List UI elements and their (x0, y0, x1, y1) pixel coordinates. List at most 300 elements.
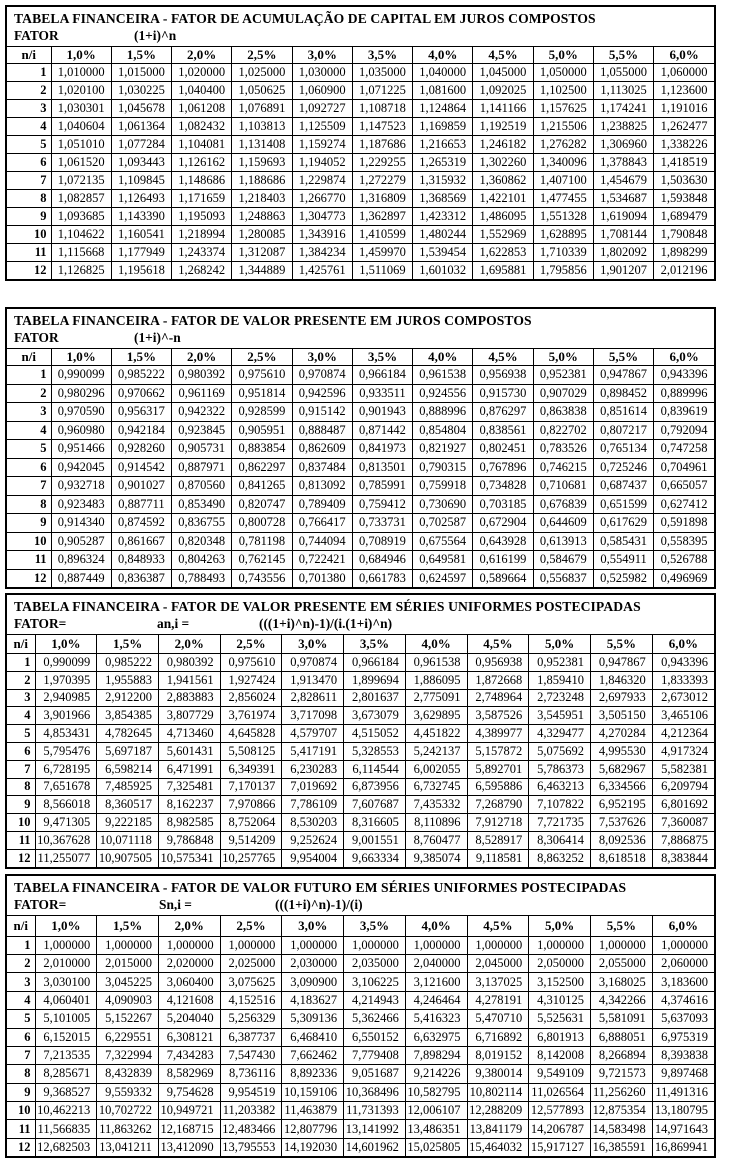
period-cell: 5 (7, 136, 51, 154)
factor-value-cell: 11,731393 (344, 1102, 406, 1120)
factor-value-cell: 1,422101 (473, 190, 533, 208)
factor-value-cell: 1,899694 (344, 671, 406, 689)
period-cell: 2 (7, 384, 51, 403)
financial-table-fator-valor-futuro-series-uniformes (5, 874, 716, 1158)
factor-value-cell: 6,209794 (652, 778, 714, 796)
period-cell: 7 (7, 760, 35, 778)
financial-table-fator-valor-presente-series-uniformes (5, 593, 716, 869)
factor-value-cell: 7,213535 (35, 1046, 97, 1064)
rate-column-header: 2,5% (220, 635, 282, 654)
factor-value-cell: 0,781198 (232, 532, 292, 551)
factor-value-cell: 9,222185 (97, 814, 159, 832)
factor-value-cell: 9,368527 (35, 1083, 97, 1101)
factor-value-cell: 6,632975 (405, 1028, 467, 1046)
factor-value-cell: 9,380014 (467, 1065, 529, 1083)
factor-value-cell: 9,897468 (652, 1065, 714, 1083)
factor-value-cell: 9,559332 (97, 1083, 159, 1101)
factor-value-cell: 8,316605 (344, 814, 406, 832)
factor-value-cell: 3,717098 (282, 707, 344, 725)
factor-value-cell: 13,180795 (652, 1102, 714, 1120)
factor-value-cell: 8,618518 (590, 849, 652, 866)
factor-value-cell: 5,697187 (97, 742, 159, 760)
factor-value-cell: 1,051010 (51, 136, 111, 154)
factor-value-cell: 6,230283 (282, 760, 344, 778)
factor-value-cell: 12,682503 (35, 1138, 97, 1156)
factor-value-cell: 1,061520 (51, 154, 111, 172)
factor-value-cell: 0,661783 (352, 569, 412, 587)
factor-value-cell: 1,970395 (35, 671, 97, 689)
factor-value-cell: 0,743556 (232, 569, 292, 587)
factor-value-cell: 6,975319 (652, 1028, 714, 1046)
factor-value-cell: 0,854804 (413, 421, 473, 440)
factor-value-cell: 0,970590 (51, 403, 111, 422)
factor-value-cell: 15,464032 (467, 1138, 529, 1156)
factor-value-cell: 13,041211 (97, 1138, 159, 1156)
factor-value-cell: 5,508125 (220, 742, 282, 760)
factor-value-cell: 8,736116 (220, 1065, 282, 1083)
factor-value-cell: 0,556837 (533, 569, 593, 587)
factor-value-cell: 0,862297 (232, 458, 292, 477)
factor-value-cell: 0,966184 (344, 654, 406, 672)
factor-value-cell: 3,152500 (529, 973, 591, 991)
factor-value-cell: 11,203382 (220, 1102, 282, 1120)
factor-value-cell: 5,101005 (35, 1010, 97, 1028)
factor-value-cell: 0,649581 (413, 551, 473, 570)
period-cell: 6 (7, 154, 51, 172)
factor-value-cell: 1,030225 (111, 82, 171, 100)
table-row (7, 1010, 714, 1028)
rate-column-header: 6,0% (652, 916, 714, 937)
factor-value-cell: 1,169859 (413, 118, 473, 136)
factor-value-cell: 1,802092 (593, 244, 653, 262)
factor-value-cell: 6,550152 (344, 1028, 406, 1046)
factor-grid (7, 916, 714, 1157)
factor-value-cell: 1,061364 (111, 118, 171, 136)
factor-value-cell: 9,549109 (529, 1065, 591, 1083)
factor-value-cell: 4,310125 (529, 991, 591, 1009)
factor-value-cell: 3,045225 (97, 973, 159, 991)
factor-value-cell: 1,622853 (473, 244, 533, 262)
factor-value-cell: 1,343916 (292, 226, 352, 244)
table-row (7, 1138, 714, 1156)
factor-value-cell: 5,637093 (652, 1010, 714, 1028)
rate-column-header: 5,5% (593, 349, 653, 366)
period-cell: 12 (7, 849, 35, 866)
factor-value-cell: 6,114544 (344, 760, 406, 778)
factor-value-cell: 1,015000 (111, 64, 171, 82)
factor-value-cell: 5,416323 (405, 1010, 467, 1028)
factor-value-cell: 4,374616 (652, 991, 714, 1009)
rate-column-header: 3,5% (352, 349, 412, 366)
factor-value-cell: 1,125509 (292, 118, 352, 136)
header-row (7, 916, 714, 937)
factor-value-cell: 2,025000 (220, 954, 282, 972)
factor-row (7, 27, 714, 47)
table-row (7, 136, 714, 154)
table-row (7, 689, 714, 707)
factor-value-cell: 1,147523 (352, 118, 412, 136)
factor-value-cell: 0,956317 (111, 403, 171, 422)
factor-value-cell: 0,790315 (413, 458, 473, 477)
factor-value-cell: 1,276282 (533, 136, 593, 154)
factor-value-cell: 0,701380 (292, 569, 352, 587)
factor-value-cell: 1,480244 (413, 226, 473, 244)
rate-column-header: 5,0% (529, 635, 591, 654)
factor-value-cell: 0,960980 (51, 421, 111, 440)
factor-value-cell: 2,020000 (158, 954, 220, 972)
factor-value-cell: 8,142008 (529, 1046, 591, 1064)
factor-value-cell: 1,486095 (473, 208, 533, 226)
factor-value-cell: 4,214943 (344, 991, 406, 1009)
rate-column-header: 1,5% (111, 47, 171, 64)
factor-value-cell: 11,491316 (652, 1083, 714, 1101)
factor-value-cell: 0,915730 (473, 384, 533, 403)
factor-value-cell: 7,485925 (97, 778, 159, 796)
rate-column-header: 5,5% (590, 916, 652, 937)
factor-value-cell: 3,901966 (35, 707, 97, 725)
rate-column-header: 5,0% (533, 349, 593, 366)
period-cell: 10 (7, 814, 35, 832)
factor-value-cell: 3,106225 (344, 973, 406, 991)
factor-value-cell: 0,915142 (292, 403, 352, 422)
rate-column-header: 1,0% (35, 916, 97, 937)
factor-value-cell: 1,000000 (405, 936, 467, 954)
table-row (7, 1102, 714, 1120)
factor-value-cell: 3,090900 (282, 973, 344, 991)
factor-value-cell: 1,177949 (111, 244, 171, 262)
factor-value-cell: 1,159274 (292, 136, 352, 154)
factor-value-cell: 10,462213 (35, 1102, 97, 1120)
rate-column-header: 2,5% (232, 47, 292, 64)
period-cell: 7 (7, 172, 51, 190)
factor-value-cell: 9,954519 (220, 1083, 282, 1101)
factor-value-cell: 1,126825 (51, 262, 111, 280)
period-cell: 3 (7, 403, 51, 422)
factor-value-cell: 1,689479 (654, 208, 714, 226)
factor-value-cell: 1,344889 (232, 262, 292, 280)
factor-value-cell: 3,673079 (344, 707, 406, 725)
rate-column-header: 3,5% (344, 635, 406, 654)
factor-value-cell: 0,956938 (473, 366, 533, 385)
factor-value-cell: 1,060900 (292, 82, 352, 100)
period-cell: 2 (7, 671, 35, 689)
factor-formula: (((1+i)^n)-1)/(i.(1+i)^n) (259, 616, 393, 631)
table-row (7, 954, 714, 972)
factor-value-cell: 15,025805 (405, 1138, 467, 1156)
factor-value-cell: 1,195618 (111, 262, 171, 280)
factor-value-cell: 4,212364 (652, 725, 714, 743)
factor-value-cell: 6,463213 (529, 778, 591, 796)
factor-value-cell: 0,643928 (473, 532, 533, 551)
factor-value-cell: 1,141166 (473, 100, 533, 118)
factor-value-cell: 0,923483 (51, 495, 111, 514)
factor-value-cell: 1,229255 (352, 154, 412, 172)
header-row (7, 349, 714, 366)
factor-value-cell: 6,801692 (652, 796, 714, 814)
factor-value-cell: 1,124864 (413, 100, 473, 118)
factor-value-cell: 8,306414 (529, 831, 591, 849)
factor-value-cell: 8,393838 (652, 1046, 714, 1064)
rate-column-header: 4,0% (413, 47, 473, 64)
factor-value-cell: 1,045000 (473, 64, 533, 82)
factor-value-cell: 4,451822 (405, 725, 467, 743)
factor-value-cell: 1,082857 (51, 190, 111, 208)
factor-value-cell: 5,582381 (652, 760, 714, 778)
factor-value-cell: 1,060000 (654, 64, 714, 82)
rate-column-header: 6,0% (654, 349, 714, 366)
table-row (7, 118, 714, 136)
factor-value-cell: 5,682967 (590, 760, 652, 778)
period-cell: 8 (7, 778, 35, 796)
factor-value-cell: 9,252624 (282, 831, 344, 849)
financial-table-fator-valor-presente (5, 307, 716, 589)
factor-value-cell: 1,050000 (533, 64, 593, 82)
factor-value-cell: 7,268790 (467, 796, 529, 814)
factor-value-cell: 1,927424 (220, 671, 282, 689)
factor-value-cell: 10,159106 (282, 1083, 344, 1101)
factor-value-cell: 6,349391 (220, 760, 282, 778)
factor-value-cell: 1,534687 (593, 190, 653, 208)
factor-value-cell: 0,765134 (593, 440, 653, 459)
n-over-i-header: n/i (7, 349, 51, 366)
factor-value-cell: 6,728195 (35, 760, 97, 778)
rate-column-header: 1,0% (35, 635, 97, 654)
factor-value-cell: 0,821927 (413, 440, 473, 459)
factor-value-cell: 0,905287 (51, 532, 111, 551)
factor-value-cell: 2,697933 (590, 689, 652, 707)
table-row (7, 262, 714, 280)
factor-formula: (((1+i)^n)-1)/(i) (275, 896, 363, 912)
period-cell: 4 (7, 991, 35, 1009)
factor-value-cell: 7,721735 (529, 814, 591, 832)
factor-value-cell: 8,566018 (35, 796, 97, 814)
factor-value-cell: 0,966184 (352, 366, 412, 385)
factor-value-cell: 7,786109 (282, 796, 344, 814)
period-cell: 11 (7, 244, 51, 262)
factor-value-cell: 10,582795 (405, 1083, 467, 1101)
rate-column-header: 5,0% (529, 916, 591, 937)
factor-value-cell: 0,947867 (593, 366, 653, 385)
factor-value-cell: 4,579707 (282, 725, 344, 743)
factor-value-cell: 1,194052 (292, 154, 352, 172)
factor-value-cell: 8,110896 (405, 814, 467, 832)
factor-value-cell: 1,081600 (413, 82, 473, 100)
factor-value-cell: 9,001551 (344, 831, 406, 849)
factor-value-cell: 0,905731 (172, 440, 232, 459)
factor-value-cell: 10,949721 (158, 1102, 220, 1120)
factor-value-cell: 1,316809 (352, 190, 412, 208)
factor-value-cell: 8,360517 (97, 796, 159, 814)
factor-value-cell: 1,035000 (352, 64, 412, 82)
factor-value-cell: 0,961538 (405, 654, 467, 672)
factor-value-cell: 1,109845 (111, 172, 171, 190)
period-cell: 9 (7, 514, 51, 533)
factor-value-cell: 9,214226 (405, 1065, 467, 1083)
factor-value-cell: 1,000000 (344, 936, 406, 954)
factor-value-cell: 5,328553 (344, 742, 406, 760)
factor-value-cell: 1,104622 (51, 226, 111, 244)
table-row (7, 742, 714, 760)
factor-value-cell: 0,792094 (654, 421, 714, 440)
factor-value-cell: 1,360862 (473, 172, 533, 190)
rate-column-header: 2,0% (158, 635, 220, 654)
factor-value-cell: 2,040000 (405, 954, 467, 972)
factor-value-cell: 2,010000 (35, 954, 97, 972)
factor-symbol: Sn,i = (159, 896, 192, 912)
factor-value-cell: 1,030301 (51, 100, 111, 118)
factor-value-cell: 6,471991 (158, 760, 220, 778)
factor-value-cell: 5,152267 (97, 1010, 159, 1028)
factor-value-cell: 0,613913 (533, 532, 593, 551)
factor-value-cell: 0,943396 (652, 654, 714, 672)
factor-value-cell: 1,338226 (654, 136, 714, 154)
factor-value-cell: 4,995530 (590, 742, 652, 760)
period-cell: 9 (7, 796, 35, 814)
factor-value-cell: 6,308121 (158, 1028, 220, 1046)
period-cell: 11 (7, 1120, 35, 1138)
rate-column-header: 2,5% (232, 349, 292, 366)
n-over-i-header: n/i (7, 47, 51, 64)
factor-value-cell: 2,912200 (97, 689, 159, 707)
factor-label: FATOR (14, 330, 59, 345)
factor-value-cell: 0,980392 (158, 654, 220, 672)
factor-value-cell: 1,061208 (172, 100, 232, 118)
factor-value-cell: 6,229551 (97, 1028, 159, 1046)
factor-value-cell: 7,607687 (344, 796, 406, 814)
factor-value-cell: 6,152015 (35, 1028, 97, 1046)
factor-value-cell: 1,104081 (172, 136, 232, 154)
factor-symbol: an,i = (157, 616, 190, 631)
factor-value-cell: 1,195093 (172, 208, 232, 226)
factor-value-cell: 1,000000 (529, 936, 591, 954)
header-row (7, 47, 714, 64)
factor-value-cell: 1,886095 (405, 671, 467, 689)
factor-value-cell: 2,012196 (654, 262, 714, 280)
factor-value-cell: 1,238825 (593, 118, 653, 136)
factor-value-cell: 0,704961 (654, 458, 714, 477)
factor-value-cell: 0,951466 (51, 440, 111, 459)
factor-value-cell: 5,417191 (282, 742, 344, 760)
factor-value-cell: 1,551328 (533, 208, 593, 226)
factor-value-cell: 5,601431 (158, 742, 220, 760)
period-cell: 6 (7, 458, 51, 477)
factor-value-cell: 1,503630 (654, 172, 714, 190)
factor-value-cell: 5,795476 (35, 742, 97, 760)
factor-value-cell: 1,539454 (413, 244, 473, 262)
factor-value-cell: 5,309136 (282, 1010, 344, 1028)
factor-value-cell: 1,215506 (533, 118, 593, 136)
factor-value-cell: 4,917324 (652, 742, 714, 760)
factor-value-cell: 0,990099 (51, 366, 111, 385)
factor-value-cell: 1,423312 (413, 208, 473, 226)
factor-value-cell: 1,454679 (593, 172, 653, 190)
period-cell: 6 (7, 1028, 35, 1046)
factor-value-cell: 1,384234 (292, 244, 352, 262)
factor-value-cell: 0,675564 (413, 532, 473, 551)
factor-value-cell: 3,137025 (467, 973, 529, 991)
factor-value-cell: 8,266894 (590, 1046, 652, 1064)
factor-value-cell: 0,836387 (111, 569, 171, 587)
period-cell: 8 (7, 495, 51, 514)
factor-value-cell: 10,802114 (467, 1083, 529, 1101)
factor-formula: (1+i)^-n (134, 330, 181, 345)
period-cell: 4 (7, 707, 35, 725)
rate-column-header: 4,5% (467, 916, 529, 937)
factor-value-cell: 7,662462 (282, 1046, 344, 1064)
factor-value-cell: 1,000000 (158, 936, 220, 954)
factor-value-cell: 1,000000 (590, 936, 652, 954)
factor-value-cell: 2,060000 (652, 954, 714, 972)
factor-value-cell: 1,593848 (654, 190, 714, 208)
period-cell: 2 (7, 82, 51, 100)
factor-value-cell: 3,168025 (590, 973, 652, 991)
period-cell: 12 (7, 569, 51, 587)
factor-value-cell: 4,329477 (529, 725, 591, 743)
financial-table-fator-acumulacao-capital (5, 5, 716, 281)
factor-value-cell: 0,980392 (172, 366, 232, 385)
table-row (7, 458, 714, 477)
factor-value-cell: 7,325481 (158, 778, 220, 796)
table-row (7, 172, 714, 190)
factor-value-cell: 1,306960 (593, 136, 653, 154)
factor-value-cell: 1,020100 (51, 82, 111, 100)
factor-value-cell: 0,870560 (172, 477, 232, 496)
factor-value-cell: 2,883883 (158, 689, 220, 707)
factor-value-cell: 8,285671 (35, 1065, 97, 1083)
factor-value-cell: 0,898452 (593, 384, 653, 403)
factor-value-cell: 0,839619 (654, 403, 714, 422)
factor-value-cell: 0,888996 (413, 403, 473, 422)
factor-value-cell: 0,970874 (282, 654, 344, 672)
factor-value-cell: 1,601032 (413, 262, 473, 280)
factor-value-cell: 7,107822 (529, 796, 591, 814)
factor-value-cell: 0,901943 (352, 403, 412, 422)
period-cell: 7 (7, 477, 51, 496)
factor-value-cell: 0,783526 (533, 440, 593, 459)
factor-value-cell: 0,961169 (172, 384, 232, 403)
period-cell: 1 (7, 654, 35, 672)
factor-value-cell: 10,367628 (35, 831, 97, 849)
factor-value-cell: 0,901027 (111, 477, 171, 496)
factor-value-cell: 0,676839 (533, 495, 593, 514)
factor-value-cell: 1,304773 (292, 208, 352, 226)
factor-value-cell: 0,759412 (352, 495, 412, 514)
factor-value-cell: 0,942322 (172, 403, 232, 422)
factor-value-cell: 1,113025 (593, 82, 653, 100)
factor-value-cell: 0,841265 (232, 477, 292, 496)
factor-value-cell: 0,947867 (590, 654, 652, 672)
factor-value-cell: 3,629895 (405, 707, 467, 725)
period-cell: 4 (7, 421, 51, 440)
factor-value-cell: 1,859410 (529, 671, 591, 689)
factor-value-cell: 1,795856 (533, 262, 593, 280)
rate-column-header: 1,5% (97, 916, 159, 937)
factor-value-cell: 0,970874 (292, 366, 352, 385)
factor-value-cell: 3,121600 (405, 973, 467, 991)
factor-label: FATOR= (14, 616, 67, 631)
factor-value-cell: 0,883854 (232, 440, 292, 459)
factor-value-cell: 3,030100 (35, 973, 97, 991)
factor-value-cell: 0,813501 (352, 458, 412, 477)
factor-value-cell: 1,040000 (413, 64, 473, 82)
rate-column-header: 2,0% (172, 47, 232, 64)
factor-value-cell: 1,092025 (473, 82, 533, 100)
factor-value-cell: 7,886875 (652, 831, 714, 849)
factor-value-cell: 12,807796 (282, 1120, 344, 1138)
factor-value-cell: 9,471305 (35, 814, 97, 832)
factor-value-cell: 4,782645 (97, 725, 159, 743)
factor-value-cell: 4,152516 (220, 991, 282, 1009)
